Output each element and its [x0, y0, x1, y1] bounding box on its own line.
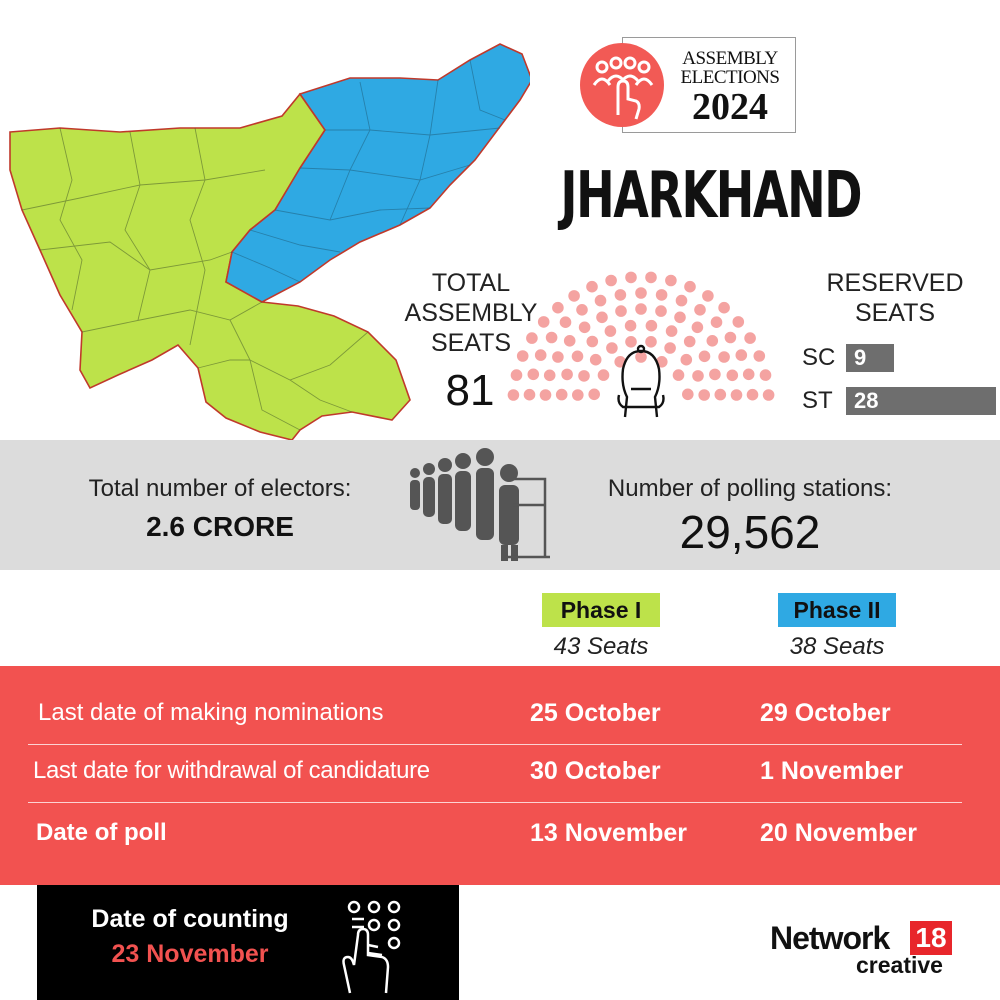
seat-dot	[747, 389, 759, 401]
phase2-tag: Phase II	[778, 593, 896, 627]
seat-dot	[709, 369, 721, 381]
seat-dot	[635, 303, 647, 315]
schedule-label: Last date for withdrawal of candidature	[33, 757, 430, 784]
reserved-seats-label: RESERVED SEATS	[826, 269, 964, 327]
seat-hemicycle	[505, 265, 777, 425]
seat-dot	[552, 351, 564, 363]
seat-dot	[645, 272, 657, 284]
schedule-divider	[28, 802, 962, 803]
seat-dot	[588, 389, 600, 401]
electors-value: 2.6 CRORE	[146, 511, 294, 542]
schedule-phase2-date: 1 November	[760, 757, 904, 785]
seat-dot	[590, 354, 602, 366]
seat-dot	[646, 320, 658, 332]
seat-dot	[656, 289, 668, 301]
seat-dot	[743, 369, 755, 381]
seat-dot	[595, 295, 607, 307]
seat-dot	[625, 336, 637, 348]
seat-dot	[508, 389, 520, 401]
seat-dot	[754, 350, 766, 362]
seat-dot	[524, 389, 536, 401]
schedule-phase1-date: 30 October	[530, 757, 661, 785]
keypad-hand-icon	[332, 895, 412, 995]
seat-dot	[568, 290, 580, 302]
brand-name: Network	[770, 920, 890, 956]
schedule-phase2-date: 20 November	[760, 819, 918, 847]
seat-dot	[587, 336, 599, 348]
elections-badge	[580, 35, 800, 135]
polling-stations-label: Number of polling stations:	[607, 475, 893, 502]
schedule-phase1-date: 13 November	[530, 819, 688, 847]
seat-dot	[526, 332, 538, 344]
seat-dot	[731, 389, 743, 401]
schedule-label: Date of poll	[36, 819, 167, 846]
seat-dot	[606, 342, 618, 354]
seat-dot	[645, 336, 657, 348]
seat-dot	[673, 369, 685, 381]
voters-queue-icon	[405, 445, 555, 563]
schedule-row-poll	[0, 805, 1000, 861]
reserved-bar: 28	[846, 387, 996, 415]
reserved-name: ST	[802, 387, 833, 414]
seat-dot	[707, 335, 719, 347]
seat-dot	[674, 312, 686, 324]
seat-dot	[596, 312, 608, 324]
seat-dot	[698, 389, 710, 401]
seat-dot	[605, 275, 617, 287]
seat-dot	[715, 389, 727, 401]
seat-dot	[598, 369, 610, 381]
seat-dot	[733, 316, 745, 328]
seat-dot	[544, 370, 556, 382]
seat-dot	[572, 389, 584, 401]
seat-dot	[586, 281, 598, 293]
seat-dot	[684, 336, 696, 348]
seat-dot	[540, 389, 552, 401]
total-seats-label: TOTAL ASSEMBLY SEATS	[404, 269, 538, 357]
seat-dot	[718, 351, 730, 363]
seat-dot	[666, 325, 678, 337]
phase2-seats: 38 Seats	[789, 633, 885, 660]
seat-dot	[655, 305, 667, 317]
badge-year: 2024	[692, 86, 768, 128]
seat-dot	[681, 354, 693, 366]
badge-line2: ELECTIONS	[680, 67, 780, 88]
seat-dot	[615, 289, 627, 301]
badge-circle	[580, 43, 664, 127]
seat-dot	[625, 272, 637, 284]
seat-dot	[578, 370, 590, 382]
seat-dot	[665, 275, 677, 287]
reserved-name: SC	[802, 344, 836, 371]
counting-label: Date of counting	[91, 905, 289, 933]
reserved-row-st	[802, 386, 998, 416]
seat-dot	[711, 316, 723, 328]
seat-dot	[692, 322, 704, 334]
seat-dot	[725, 332, 737, 344]
electors-label: Total number of electors:	[88, 475, 352, 502]
seat-dot	[528, 369, 540, 381]
seat-dot	[572, 351, 584, 363]
seat-dot	[684, 281, 696, 293]
seat-dot	[576, 304, 588, 316]
badge-line1: ASSEMBLY	[682, 48, 778, 69]
schedule-label: Last date of making nominations	[38, 699, 384, 726]
seat-dot	[552, 302, 564, 314]
seat-dot	[736, 349, 748, 361]
seat-dot	[744, 332, 756, 344]
network18-logo	[770, 915, 970, 985]
schedule-phase2-date: 29 October	[760, 699, 891, 727]
schedule-row-withdrawal	[0, 743, 1000, 799]
seat-dot	[517, 350, 529, 362]
seat-dot	[556, 389, 568, 401]
seat-dot	[615, 305, 627, 317]
seat-dot	[692, 370, 704, 382]
seat-dot	[760, 369, 772, 381]
total-seats-value: 81	[445, 366, 495, 415]
phase1-tag: Phase I	[542, 593, 660, 627]
seat-dot	[635, 287, 647, 299]
seat-dot	[727, 370, 739, 382]
seat-dot	[625, 320, 637, 332]
brand-sub: creative	[856, 952, 943, 978]
seat-dots	[508, 272, 775, 401]
phase1-seats: 43 Seats	[553, 633, 649, 660]
schedule-phase1-date: 25 October	[530, 699, 661, 727]
seat-dot	[546, 332, 558, 344]
seat-dot	[605, 325, 617, 337]
seat-dot	[763, 389, 775, 401]
seat-dot	[511, 369, 523, 381]
seat-dot	[561, 369, 573, 381]
voting-hand-icon	[580, 43, 664, 127]
seat-dot	[699, 351, 711, 363]
counting-date: 23 November	[111, 940, 269, 968]
seat-dot	[579, 322, 591, 334]
schedule-row-nominations	[0, 685, 1000, 741]
seat-dot	[535, 349, 547, 361]
seat-dot	[682, 389, 694, 401]
seat-dot	[564, 335, 576, 347]
seat-dot	[560, 316, 572, 328]
seat-dot	[664, 342, 676, 354]
seat-dot	[676, 295, 688, 307]
reserved-bar: 9	[846, 344, 894, 372]
brand-number: 18	[910, 921, 952, 955]
state-title: JHARKHAND	[560, 159, 862, 233]
reserved-row-sc	[802, 343, 902, 373]
seat-dot	[538, 316, 550, 328]
seat-dot	[702, 290, 714, 302]
seat-dot	[718, 302, 730, 314]
seat-dot	[694, 304, 706, 316]
polling-stations-value: 29,562	[679, 506, 821, 558]
